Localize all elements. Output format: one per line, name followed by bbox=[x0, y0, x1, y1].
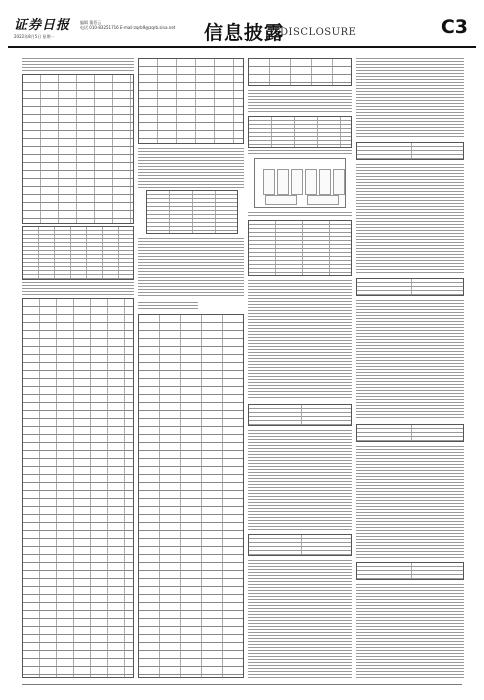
section-title: 信息披露 bbox=[204, 22, 285, 44]
table-9 bbox=[248, 220, 352, 276]
paragraph-9 bbox=[248, 430, 352, 530]
paragraph-7 bbox=[248, 212, 352, 218]
page-number: C3 bbox=[440, 16, 468, 38]
table-14 bbox=[356, 424, 464, 442]
paragraph-12 bbox=[356, 164, 464, 274]
editor-line: 编辑 董蓓云 bbox=[80, 20, 102, 25]
paragraph-14 bbox=[356, 446, 464, 558]
org-chart bbox=[254, 158, 346, 208]
paragraph-4 bbox=[138, 302, 198, 310]
paragraph-8 bbox=[248, 280, 352, 400]
editor-contact bbox=[80, 20, 175, 30]
paragraph-15 bbox=[356, 584, 464, 678]
column-2 bbox=[138, 58, 244, 678]
paragraph-10 bbox=[248, 560, 352, 678]
table-7 bbox=[248, 58, 352, 86]
phone-line: 电话 010-83251716 bbox=[80, 25, 119, 30]
table-15 bbox=[356, 562, 464, 580]
table-12 bbox=[356, 142, 464, 160]
disclosure-body bbox=[22, 58, 464, 678]
paragraph-2 bbox=[138, 148, 244, 188]
newspaper-logo: 证券日报 bbox=[14, 18, 71, 33]
table-8 bbox=[248, 116, 352, 148]
column-3 bbox=[248, 58, 352, 678]
column-1 bbox=[22, 58, 134, 678]
table-1 bbox=[22, 74, 134, 224]
paragraph-11 bbox=[356, 58, 464, 138]
email-line: E-mail:zqrb9@zqrb.sina.net bbox=[120, 25, 176, 30]
paragraph-1 bbox=[22, 282, 134, 296]
table-13 bbox=[356, 278, 464, 296]
paragraph-5 bbox=[248, 90, 352, 114]
paragraph-3 bbox=[138, 238, 244, 298]
masthead bbox=[8, 8, 476, 48]
table-5 bbox=[146, 190, 238, 234]
table-11 bbox=[248, 534, 352, 556]
footer-rule bbox=[22, 684, 462, 685]
table-10 bbox=[248, 404, 352, 426]
table-4 bbox=[138, 58, 244, 144]
intro-text bbox=[22, 58, 134, 72]
issue-date: 2022年8月5日 星期一 bbox=[14, 34, 55, 39]
section-english: DISCLOSURE bbox=[280, 27, 357, 38]
table-2 bbox=[22, 226, 134, 280]
table-6 bbox=[138, 314, 244, 678]
paragraph-6 bbox=[248, 150, 352, 156]
paragraph-13 bbox=[356, 300, 464, 420]
column-4 bbox=[356, 58, 464, 678]
table-3 bbox=[22, 298, 134, 678]
